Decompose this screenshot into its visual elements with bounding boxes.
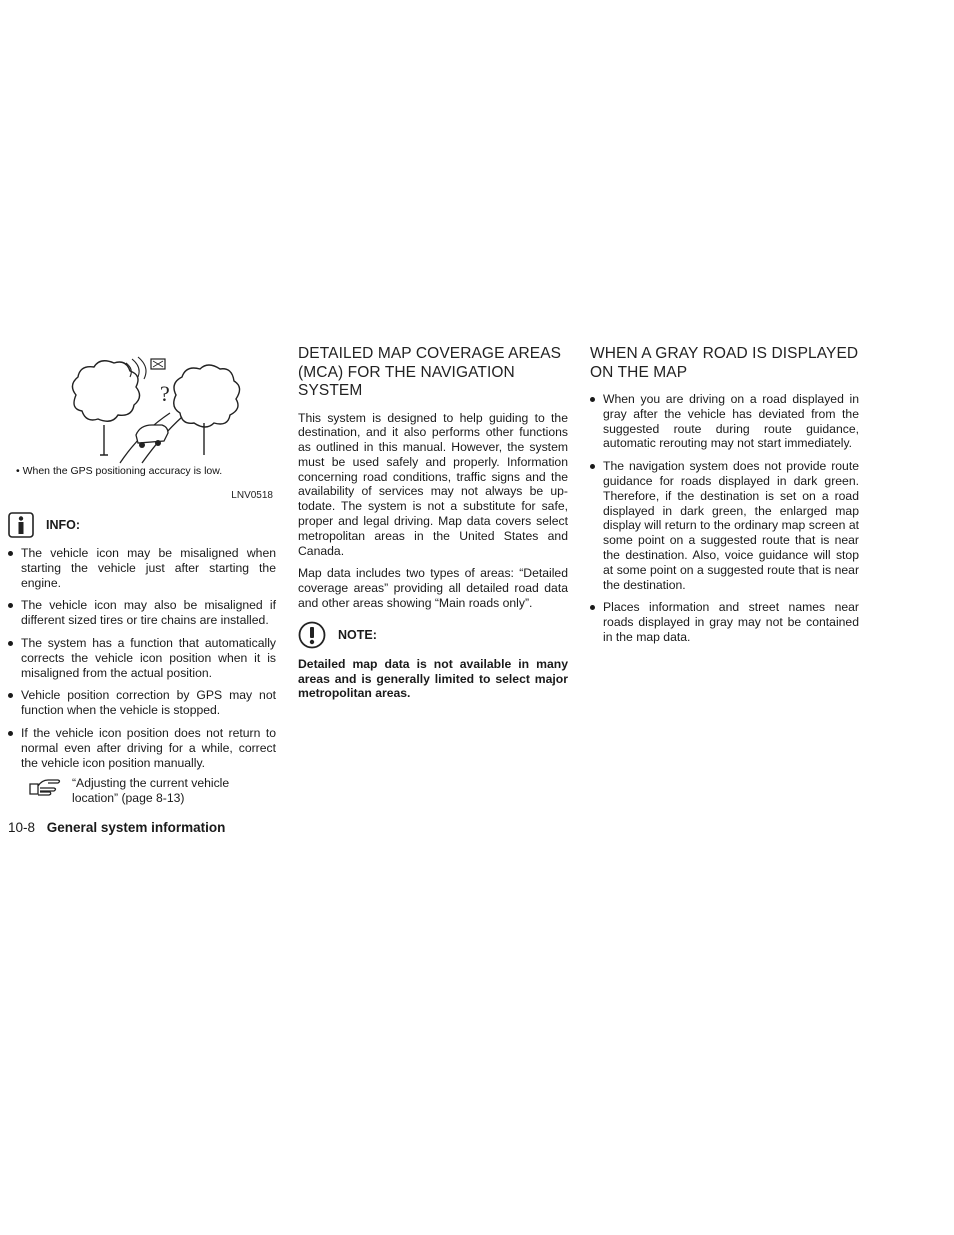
svg-text:?: ?	[160, 381, 170, 406]
list-item: The vehicle icon may also be misaligned if different sized tires or tire chains are installed.	[8, 598, 276, 628]
gps-illustration	[8, 345, 276, 510]
right-column	[590, 345, 859, 653]
chapter-title: General system information	[46, 820, 226, 835]
mca-section-title: DETAILED MAP COVERAGE AREAS (MCA) FOR THE NAVIGATION SYSTEM	[298, 345, 562, 399]
middle-column	[298, 345, 568, 709]
list-item: The navigation system does not provide route guidance for roads displayed in dark green. Therefore, if the destination is set on a road displayed in dark green, the enlarged map display will return to the ordinary map screen at some point on a suggested route that is near the destination. Also, voice guidance will stop at some point on a suggested route that is near the destination.	[590, 459, 859, 592]
note-heading	[298, 621, 568, 649]
list-item: If the vehicle icon position does not return to normal even after driving for a while, correct the vehicle icon position manually.	[8, 726, 276, 770]
figure-code: LNV0518	[231, 490, 273, 501]
info-label: INFO:	[46, 518, 81, 532]
info-list	[8, 546, 276, 770]
figure-caption-text: When the GPS positioning accuracy is low.	[22, 465, 223, 477]
list-item: Places information and street names near roads displayed in gray may not be contained in the map data.	[590, 600, 859, 644]
pointing-hand-icon	[28, 778, 62, 798]
note-text: Detailed map data is not available in many areas and is generally limited to select major metropolitan areas.	[298, 656, 568, 701]
caution-icon	[298, 621, 326, 649]
mca-paragraph-2: Map data includes two types of areas: “Detailed coverage areas” providing all detailed road data and other areas showing “Main roads only”.	[298, 566, 568, 611]
left-column	[8, 345, 276, 806]
gray-road-list	[590, 392, 859, 645]
info-heading	[8, 512, 276, 538]
list-item: Vehicle position correction by GPS may not function when the vehicle is stopped.	[8, 688, 276, 718]
list-item: The system has a function that automatically corrects the vehicle icon position when it is misaligned from the actual position.	[8, 636, 276, 680]
note-label: NOTE:	[338, 627, 377, 642]
gray-road-section-title: WHEN A GRAY ROAD IS DISPLAYED ON THE MAP	[590, 345, 859, 381]
page-number: 10-8	[8, 820, 36, 835]
trees-car-gps-icon	[56, 355, 246, 465]
page-footer	[8, 820, 225, 835]
list-item: When you are driving on a road displayed in gray after the vehicle has deviated from the suggested route during route guidance, automatic rerouting may not start immediately.	[590, 392, 859, 451]
mca-paragraph-1: This system is designed to help guiding to the destination, and it also performs other functions as outlined in this manual. However, the system must be used safely and properly. Information concerning road conditions, traffic signs and the availability of services may not always be up-todate. The system is not a substitute for safe, proper and legal driving. Map data covers select metropolitan areas in the United States and Canada.	[298, 410, 568, 558]
list-item: The vehicle icon may be misaligned when starting the vehicle just after starting the engine.	[8, 546, 276, 590]
reference-link[interactable]: “Adjusting the current vehicle location” (page 8-13)	[72, 776, 230, 806]
info-icon	[8, 512, 34, 538]
page-reference	[8, 776, 276, 806]
figure-caption: • When the GPS positioning accuracy is low.	[16, 465, 223, 477]
